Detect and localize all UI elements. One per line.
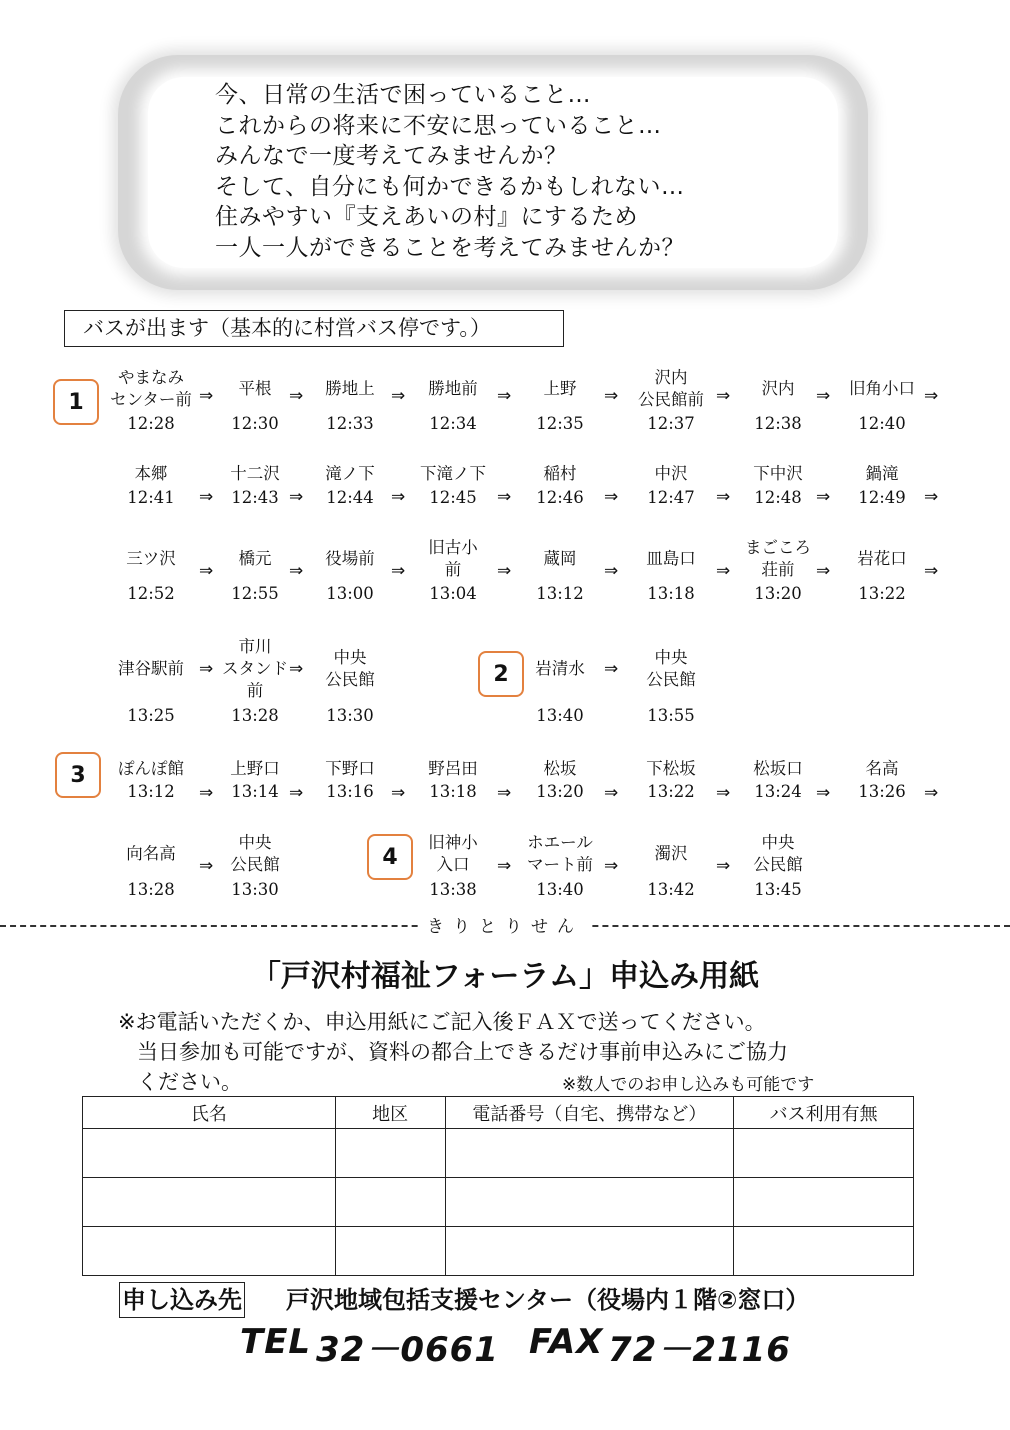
route-number-badge: 4 bbox=[367, 834, 413, 880]
route-arrow: ⇒ bbox=[497, 783, 512, 803]
bus-stop bbox=[830, 463, 934, 485]
bus-stop-time: 13:00 bbox=[326, 584, 374, 603]
intro-line: 今、日常の生活で困っていること… bbox=[215, 82, 591, 108]
bus-stop-time: 13:28 bbox=[127, 880, 175, 899]
bus-stop-name: 松坂口 bbox=[753, 758, 803, 778]
bus-stop-time: 12:46 bbox=[536, 488, 584, 507]
bus-stop bbox=[726, 463, 830, 485]
bus-stop-time: 12:30 bbox=[231, 414, 279, 433]
table-header-row bbox=[83, 1097, 914, 1129]
bus-stop-name: 皿島口 bbox=[646, 548, 696, 568]
bus-stop bbox=[401, 537, 505, 581]
bus-stop-time: 13:22 bbox=[647, 782, 695, 801]
route-arrow: ⇒ bbox=[497, 856, 512, 876]
bus-stop-name: 中央 公民館 bbox=[325, 647, 375, 689]
bus-stop-name: 鍋滝 bbox=[865, 463, 899, 483]
column-header-name: 氏名 bbox=[83, 1097, 336, 1129]
bus-stop bbox=[619, 647, 723, 691]
bus-stop-time: 12:28 bbox=[127, 414, 175, 433]
bus-stop-name: 向名高 bbox=[126, 844, 176, 863]
bus-stop-name: 中央 公民館 bbox=[230, 833, 280, 874]
phone-cell[interactable] bbox=[445, 1227, 734, 1276]
bus-stop bbox=[619, 758, 723, 780]
bus-stop-name: ぽんぽ館 bbox=[118, 758, 184, 778]
route-arrow: ⇒ bbox=[604, 561, 619, 581]
bus-stop-time: 12:40 bbox=[858, 414, 906, 433]
bus-stop-name: 下野口 bbox=[325, 758, 375, 778]
route-arrow: ⇒ bbox=[199, 487, 214, 507]
route-number-badge: 2 bbox=[478, 651, 524, 697]
bus-stop-name: 平根 bbox=[238, 379, 272, 398]
bus-stop-name: 下滝ノ下 bbox=[420, 463, 486, 483]
bus-stop-time: 12:35 bbox=[536, 414, 584, 433]
route-arrow: ⇒ bbox=[497, 386, 512, 406]
route-arrow: ⇒ bbox=[497, 487, 512, 507]
route-arrow: ⇒ bbox=[391, 561, 406, 581]
bus-stop bbox=[726, 537, 830, 581]
name-cell[interactable] bbox=[83, 1129, 336, 1178]
column-header-phone: 電話番号（自宅、携帯など） bbox=[445, 1097, 734, 1129]
bus-stop-name: 下松坂 bbox=[646, 758, 696, 778]
bus-stop-time: 12:48 bbox=[754, 488, 802, 507]
bus-stop bbox=[508, 463, 612, 485]
bus-stop-time: 13:26 bbox=[858, 782, 906, 801]
bus-stop-time: 12:43 bbox=[231, 488, 279, 507]
bus-stop-name: 旧神小 入口 bbox=[428, 833, 478, 874]
form-note-small: ※数人でのお申し込みも可能です bbox=[562, 1075, 815, 1095]
bus-stop bbox=[99, 758, 203, 780]
bus-stop bbox=[508, 378, 612, 400]
route-arrow: ⇒ bbox=[199, 659, 214, 679]
bus-stop-name: 上野口 bbox=[230, 758, 280, 778]
route-arrow: ⇒ bbox=[199, 561, 214, 581]
route-arrow: ⇒ bbox=[391, 487, 406, 507]
bus-stop-name: 稲村 bbox=[543, 463, 577, 483]
column-header-district: 地区 bbox=[335, 1097, 445, 1129]
route-number-badge: 1 bbox=[53, 379, 99, 425]
bus-stop bbox=[99, 463, 203, 485]
bus-stop bbox=[203, 832, 307, 876]
bus-stop-name: 旧古小 前 bbox=[428, 537, 478, 579]
bus-stop-name: 中央 公民館 bbox=[646, 647, 696, 689]
bus-stop bbox=[726, 378, 830, 400]
intro-line: そして、自分にも何かできるかもしれない… bbox=[215, 173, 685, 200]
name-cell[interactable] bbox=[83, 1227, 336, 1276]
bus-stop bbox=[508, 658, 612, 680]
route-arrow: ⇒ bbox=[716, 561, 731, 581]
application-table bbox=[82, 1096, 914, 1276]
bus-stop-time: 12:49 bbox=[858, 488, 906, 507]
route-arrow: ⇒ bbox=[716, 783, 731, 803]
bus-stop bbox=[726, 758, 830, 780]
route-arrow: ⇒ bbox=[289, 561, 304, 581]
route-arrow: ⇒ bbox=[289, 783, 304, 803]
bus-stop-time: 12:44 bbox=[326, 488, 374, 507]
intro-line: これからの将来に不安に思っていること… bbox=[215, 112, 662, 139]
table-row bbox=[83, 1227, 914, 1276]
district-cell[interactable] bbox=[335, 1129, 445, 1178]
phone-cell[interactable] bbox=[445, 1178, 734, 1227]
bus-stop-name: 岩花口 bbox=[857, 548, 907, 568]
bus-stop-name: 勝地前 bbox=[428, 379, 478, 398]
bus-stop-name: 蔵岡 bbox=[543, 548, 577, 568]
bus-stop bbox=[830, 548, 934, 570]
bus-stop-time: 13:42 bbox=[647, 880, 695, 899]
route-arrow: ⇒ bbox=[924, 487, 939, 507]
contact-label: 申し込み先 bbox=[119, 1282, 245, 1318]
phone-cell[interactable] bbox=[445, 1129, 734, 1178]
bus-stop-time: 13:20 bbox=[754, 584, 802, 603]
form-title: 「戸沢村福祉フォーラム」申込み用紙 bbox=[250, 959, 760, 994]
bus-stop-time: 13:30 bbox=[326, 706, 374, 725]
bus-stop-time: 13:22 bbox=[858, 584, 906, 603]
bus-stop-name: 役場前 bbox=[325, 548, 375, 568]
route-arrow: ⇒ bbox=[604, 783, 619, 803]
bus-stop-time: 12:38 bbox=[754, 414, 802, 433]
bus-stop-time: 12:37 bbox=[647, 414, 695, 433]
bus-stop-name: 市川 スタンド 前 bbox=[222, 636, 288, 700]
route-arrow: ⇒ bbox=[604, 386, 619, 406]
route-arrow: ⇒ bbox=[289, 659, 304, 679]
route-arrow: ⇒ bbox=[816, 487, 831, 507]
bus-stop bbox=[619, 843, 723, 865]
route-arrow: ⇒ bbox=[289, 386, 304, 406]
bus-stop-name: 沢内 bbox=[761, 379, 795, 398]
bus-stop-time: 12:41 bbox=[127, 488, 175, 507]
district-cell[interactable] bbox=[335, 1178, 445, 1227]
cut-line-label: きりとりせん bbox=[421, 917, 589, 937]
bus-stop-time: 12:45 bbox=[429, 488, 477, 507]
table-row bbox=[83, 1129, 914, 1178]
bus-stop-name: まごころ 荘前 bbox=[745, 537, 811, 579]
bus-stop-time: 13:12 bbox=[536, 584, 584, 603]
route-arrow: ⇒ bbox=[716, 487, 731, 507]
bus-stop-time: 12:34 bbox=[429, 414, 477, 433]
route-arrow: ⇒ bbox=[604, 487, 619, 507]
bus-stop-name: ホエール マート前 bbox=[527, 833, 593, 874]
route-arrow: ⇒ bbox=[816, 783, 831, 803]
route-arrow: ⇒ bbox=[716, 386, 731, 406]
cut-line-label-wrap bbox=[0, 912, 1010, 937]
bus-stop bbox=[298, 758, 402, 780]
bus-stop bbox=[830, 378, 934, 400]
bus-heading: バスが出ます（基本的に村営バス停です。） bbox=[64, 310, 564, 347]
tel-label: TEL bbox=[240, 1322, 312, 1362]
intro-line: みんなで一度考えてみませんか？ bbox=[215, 143, 568, 169]
bus-stop-name: 中央 公民館 bbox=[753, 833, 803, 874]
bus-stop-time: 13:40 bbox=[536, 706, 584, 725]
fax-number: 72－2116 bbox=[608, 1330, 791, 1370]
bus-stop-time: 12:47 bbox=[647, 488, 695, 507]
bus-stop bbox=[298, 647, 402, 691]
tel-number: 32－0661 bbox=[316, 1330, 499, 1370]
route-arrow: ⇒ bbox=[199, 856, 214, 876]
bus-stop bbox=[401, 378, 505, 400]
bus-stop-time: 13:14 bbox=[231, 782, 279, 801]
route-arrow: ⇒ bbox=[391, 783, 406, 803]
route-arrow: ⇒ bbox=[289, 487, 304, 507]
route-arrow: ⇒ bbox=[604, 856, 619, 876]
bus-stop-time: 13:28 bbox=[231, 706, 279, 725]
bus-stop-time: 13:12 bbox=[127, 782, 175, 801]
bus-stop bbox=[203, 463, 307, 485]
bus-stop-time: 13:30 bbox=[231, 880, 279, 899]
bus-stop bbox=[99, 658, 203, 680]
bus-stop-name: 岩清水 bbox=[535, 658, 585, 678]
bus-stop-name: 名高 bbox=[865, 758, 899, 778]
bus-stop-time: 13:18 bbox=[647, 584, 695, 603]
bus-stop bbox=[298, 548, 402, 570]
table-row bbox=[83, 1178, 914, 1227]
bus-stop-name: 滝ノ下 bbox=[325, 463, 375, 483]
bus-use-cell[interactable] bbox=[734, 1227, 914, 1276]
form-note: ※お電話いただくか、申込用紙にご記入後ＦＡＸで送ってください。 bbox=[118, 1010, 766, 1034]
bus-stop bbox=[99, 367, 203, 411]
bus-stop-name: 野呂田 bbox=[428, 758, 478, 778]
bus-stop bbox=[508, 758, 612, 780]
bus-stop-time: 13:20 bbox=[536, 782, 584, 801]
bus-stop-time: 13:16 bbox=[326, 782, 374, 801]
bus-stop-name: 上野 bbox=[543, 379, 577, 398]
bus-stop-time: 13:38 bbox=[429, 880, 477, 899]
bus-stop-name: 三ツ沢 bbox=[126, 548, 176, 568]
bus-stop bbox=[203, 758, 307, 780]
bus-stop-name: 沢内 公民館前 bbox=[638, 368, 704, 409]
route-arrow: ⇒ bbox=[199, 783, 214, 803]
bus-stop-name: 勝地上 bbox=[325, 379, 375, 398]
bus-stop bbox=[830, 758, 934, 780]
bus-stop-time: 13:40 bbox=[536, 880, 584, 899]
route-arrow: ⇒ bbox=[716, 856, 731, 876]
bus-stop-time: 12:55 bbox=[231, 584, 279, 603]
route-arrow: ⇒ bbox=[924, 561, 939, 581]
route-arrow: ⇒ bbox=[924, 783, 939, 803]
bus-stop-name: 津谷駅前 bbox=[118, 658, 184, 678]
bus-stop bbox=[401, 832, 505, 876]
route-arrow: ⇒ bbox=[604, 659, 619, 679]
route-arrow: ⇒ bbox=[497, 561, 512, 581]
bus-stop bbox=[619, 463, 723, 485]
bus-stop bbox=[508, 832, 612, 876]
route-arrow: ⇒ bbox=[199, 386, 214, 406]
bus-stop bbox=[508, 548, 612, 570]
bus-stop-name: 橋元 bbox=[238, 548, 272, 568]
contact-organization: 戸沢地域包括支援センター（役場内１階②窓口） bbox=[286, 1286, 810, 1314]
bus-stop bbox=[619, 548, 723, 570]
bus-stop-time: 13:04 bbox=[429, 584, 477, 603]
fax-label: FAX bbox=[529, 1322, 604, 1362]
bus-stop-time: 13:18 bbox=[429, 782, 477, 801]
bus-stop bbox=[99, 843, 203, 865]
bus-stop-time: 13:45 bbox=[754, 880, 802, 899]
bus-stop bbox=[401, 463, 505, 485]
name-cell[interactable] bbox=[83, 1178, 336, 1227]
route-arrow: ⇒ bbox=[816, 561, 831, 581]
bus-stop-time: 13:24 bbox=[754, 782, 802, 801]
form-note: 当日参加も可能ですが、資料の都合上できるだけ事前申込みにご協力 bbox=[137, 1040, 788, 1064]
bus-stop-name: 十二沢 bbox=[230, 463, 280, 483]
bus-stop-time: 12:33 bbox=[326, 414, 374, 433]
bus-stop bbox=[298, 463, 402, 485]
district-cell[interactable] bbox=[335, 1227, 445, 1276]
bus-stop-name: 中沢 bbox=[654, 463, 688, 483]
bus-stop bbox=[726, 832, 830, 876]
bus-stop-time: 13:25 bbox=[127, 706, 175, 725]
bus-stop bbox=[619, 367, 723, 411]
bus-stop-name: 松坂 bbox=[543, 758, 577, 778]
bus-stop-time: 12:52 bbox=[127, 584, 175, 603]
bus-stop-name: 下中沢 bbox=[753, 463, 803, 483]
bus-stop-name: 濁沢 bbox=[654, 844, 688, 863]
route-arrow: ⇒ bbox=[816, 386, 831, 406]
route-arrow: ⇒ bbox=[391, 386, 406, 406]
bus-use-cell[interactable] bbox=[734, 1129, 914, 1178]
bus-stop-name: やまなみ センター前 bbox=[110, 368, 192, 409]
route-number-badge: 3 bbox=[55, 752, 101, 798]
intro-message bbox=[215, 80, 685, 263]
bus-stop-name: 本郷 bbox=[134, 463, 168, 483]
bus-stop-time: 13:55 bbox=[647, 706, 695, 725]
route-arrow: ⇒ bbox=[924, 386, 939, 406]
column-header-bus-use: バス利用有無 bbox=[734, 1097, 914, 1129]
bus-use-cell[interactable] bbox=[734, 1178, 914, 1227]
bus-stop-name: 旧角小口 bbox=[849, 379, 915, 398]
bus-stop bbox=[298, 378, 402, 400]
form-note: ください。 bbox=[137, 1070, 242, 1094]
bus-stop bbox=[99, 548, 203, 570]
intro-line: 住みやすい『支えあいの村』にするため bbox=[215, 204, 638, 230]
intro-line: 一人一人ができることを考えてみませんか？ bbox=[215, 234, 685, 261]
bus-stop bbox=[401, 758, 505, 780]
